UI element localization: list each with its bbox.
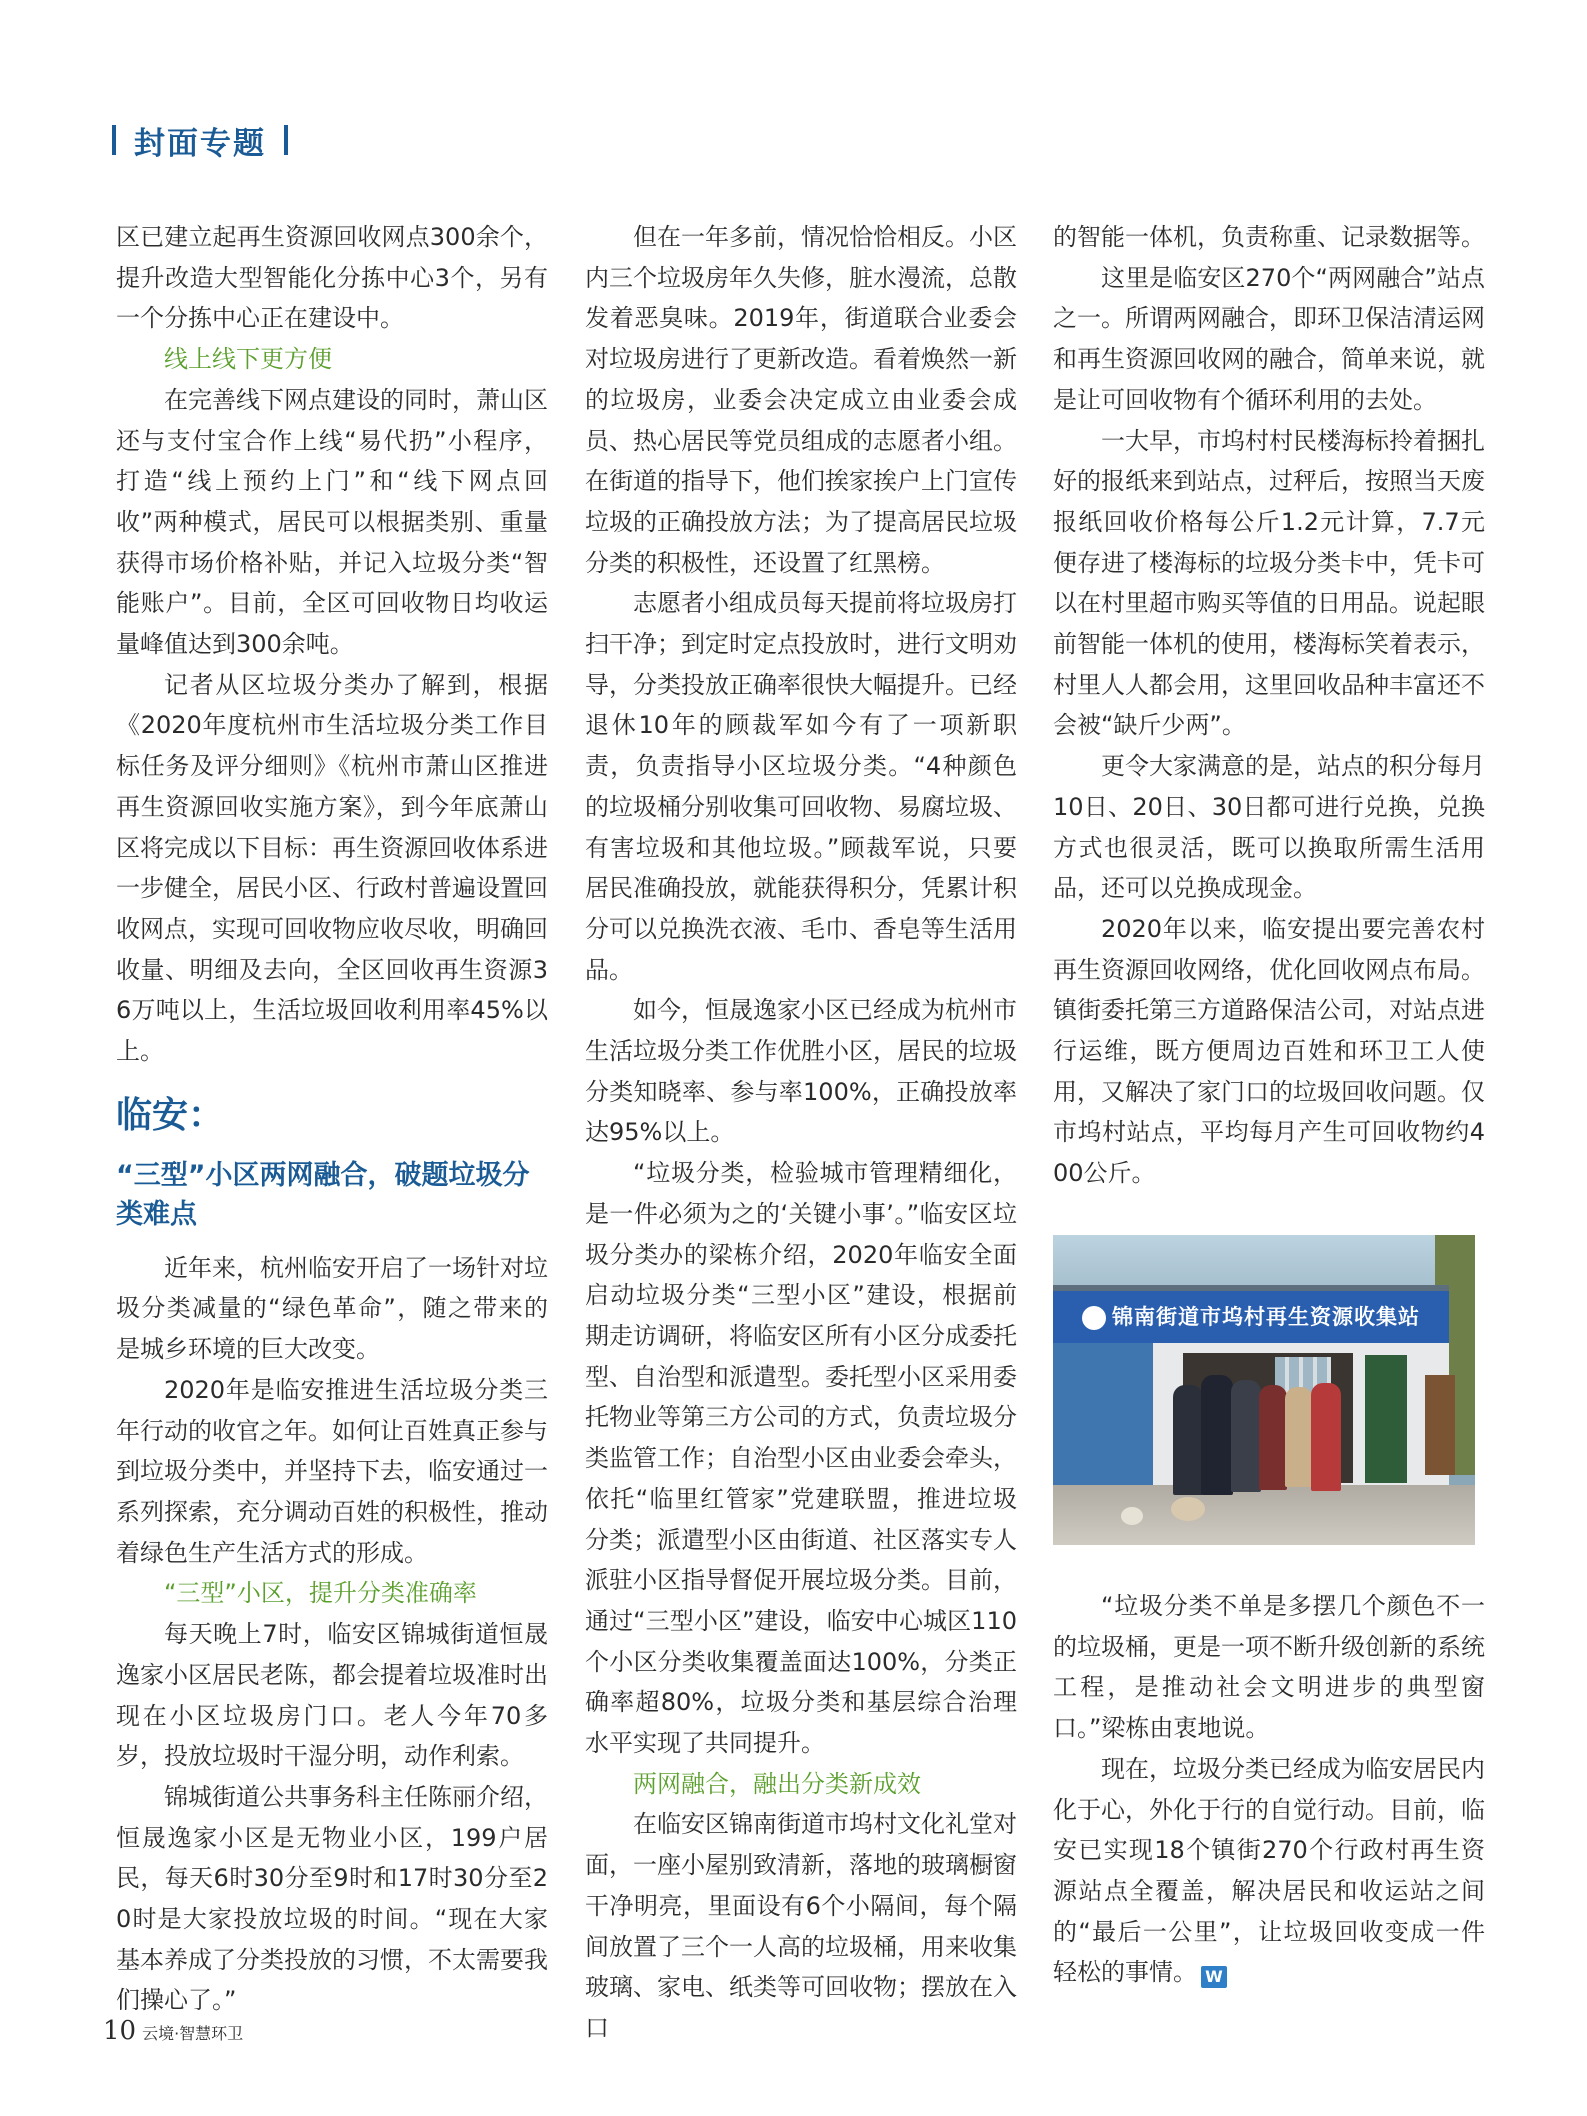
paragraph (1053, 1749, 1485, 1993)
recycling-station-photo (1053, 1235, 1475, 1545)
paragraph: 在完善线下网点建设的同时，萧山区还与支付宝合作上线“易代扔”小程序，打造“线上预约上门”和“线下网点回收”两种模式，居民可以根据类别、重量获得市场价格补贴，并记入垃圾分类“智能账户”。目前，全区可回收物日均收运量峰值达到300余吨。 (116, 385, 548, 659)
column-1 (116, 217, 548, 2021)
page-number: 10 (103, 2016, 137, 2046)
paragraph: 近年来，杭州临安开启了一场针对垃圾分类减量的“绿色革命”，随之带来的是城乡环境的巨大改变。 (116, 1253, 548, 1364)
section-tag-right-bar (284, 125, 288, 155)
photo-person (1201, 1375, 1233, 1495)
paragraph: 这里是临安区270个“两网融合”站点之一。所谓两网融合，即环卫保洁清运网和再生资源回收网的融合，简单来说，就是让可回收物有个循环利用的去处。 (1053, 263, 1485, 414)
photo-notice-board (1425, 1375, 1455, 1475)
photo-dog (1121, 1507, 1143, 1525)
column-3 (1053, 217, 1485, 1194)
paragraph: 志愿者小组成员每天提前将垃圾房打扫干净；到定时定点投放时，进行文明劝导，分类投放正确率很快大幅提升。已经退休10年的顾裁军如今有了一项新职责，负责指导小区垃圾分类。“4种颜色的垃圾桶分别收集可回收物、易腐垃圾、有害垃圾和其他垃圾。”顾裁军说，只要居民准确投放，就能获得积分，凭累计积分可以兑换洗衣液、毛巾、香皂等生活用品。 (585, 589, 1017, 984)
station-signboard (1053, 1291, 1449, 1343)
photo-person (1311, 1383, 1341, 1491)
paragraph: “垃圾分类，检验城市管理精细化，是一件必须为之的‘关键小事’。”临安区垃圾分类办的梁栋介绍，2020年临安全面启动垃圾分类“三型小区”建设，根据前期走访调研，将临安区所有小区分成委托型、自治型和派遣型。委托型小区采用委托物业等第三方公司的方式，负责垃圾分类监管工作；自治型小区由业委会牵头，依托“临里红管家”党建联盟，推进垃圾分类；派遣型小区由街道、社区落实专人派驻小区指导督促开展垃圾分类。目前，通过“三型小区”建设，临安中心城区110个小区分类收集覆盖面达100%，分类正确率超80%，垃圾分类和基层综合治理水平实现了共同提升。 (585, 1159, 1017, 1758)
subheading-three-types: “三型”小区，提升分类准确率 (164, 1579, 477, 1608)
paragraph: 2020年是临安推进生活垃圾分类三年行动的收官之年。如何让百姓真正参与到垃圾分类中，并坚持下去，临安通过一系列探索，充分调动百姓的积极性，推动着绿色生产生活方式的形成。 (116, 1375, 548, 1567)
paragraph: “垃圾分类不单是多摆几个颜色不一的垃圾桶，更是一项不断升级创新的系统工程，是推动社会文明进步的典型窗口。”梁栋由衷地说。 (1053, 1592, 1485, 1743)
sign-logo-icon (1082, 1306, 1106, 1330)
subheading-two-networks: 两网融合，融出分类新成效 (633, 1769, 921, 1798)
paragraph: 锦城街道公共事务科主任陈丽介绍，恒晟逸家小区是无物业小区，199户居民，每天6时30分至9时和17时30分至20时是大家投放垃圾的时间。“现在大家基本养成了分类投放的习惯，不太需要我们操心了。” (116, 1782, 548, 2015)
photo-person (1285, 1387, 1313, 1487)
paragraph: 每天晚上7时，临安区锦城街道恒晟逸家小区居民老陈，都会提着垃圾准时出现在小区垃圾房门口。老人今年70多岁，投放垃圾时干湿分明，动作利索。 (116, 1620, 548, 1771)
photo-person (1231, 1380, 1261, 1492)
magazine-name: 云境·智慧环卫 (142, 2024, 244, 2043)
end-mark-icon: W (1201, 1966, 1227, 1988)
paragraph: 但在一年多前，情况恰恰相反。小区内三个垃圾房年久失修，脏水漫流，总散发着恶臭味。2019年，街道联合业委会对垃圾房进行了更新改造。看着焕然一新的垃圾房，业委会决定成立由业委会成员、热心居民等党员组成的志愿者小组。在街道的指导下，他们挨家挨户上门宣传垃圾的正确投放方法；为了提高居民垃圾分类的积极性，还设置了红黑榜。 (585, 223, 1017, 577)
paragraph: 2020年以来，临安提出要完善农村再生资源回收网络，优化回收网点布局。镇街委托第三方道路保洁公司，对站点进行运维，既方便周边百姓和环卫工人使用，又解决了家门口的垃圾回收问题。仅市坞村站点，平均每月产生可回收物约400公斤。 (1053, 914, 1485, 1188)
paragraph: 一大早，市坞村村民楼海标拎着捆扎好的报纸来到站点，过秤后，按照当天废报纸回收价格每公斤1.2元计算，7.7元便存进了楼海标的垃圾分类卡中，凭卡可以在村里超市购买等值的日用品。说起眼前智能一体机的使用，楼海标笑着表示，村里人人都会用，这里回收品种丰富还不会被“缺斤少两”。 (1053, 426, 1485, 740)
section-heading-linan: 临安： (116, 1094, 225, 1136)
subheading-online-offline: 线上线下更方便 (164, 345, 332, 374)
section-tag-left-bar (112, 125, 116, 155)
photo-person (1259, 1385, 1287, 1490)
section-title: 封面专题 (134, 125, 266, 162)
photo-person (1173, 1385, 1203, 1495)
paragraph: 更令大家满意的是，站点的积分每月10日、20日、30日都可进行兑换，兑换方式也很灵活，既可以换取所需生活用品，还可以兑换成现金。 (1053, 752, 1485, 903)
photo-wall-panel (1053, 1343, 1153, 1485)
column-2 (585, 217, 1017, 2049)
photo-ground (1053, 1485, 1475, 1545)
page-footer (103, 2016, 243, 2046)
paragraph: 如今，恒晟逸家小区已经成为杭州市生活垃圾分类工作优胜小区，居民的垃圾分类知晓率、参与率100%，正确投放率达95%以上。 (585, 996, 1017, 1147)
photo-side-door (1365, 1355, 1407, 1483)
paragraph: 的智能一体机，负责称重、记录数据等。 (1053, 223, 1485, 251)
column-3-lower (1053, 1586, 1485, 1993)
section-tag (112, 118, 288, 162)
paragraph-text: 现在，垃圾分类已经成为临安居民内化于心，外化于行的自觉行动。目前，临安已实现18个镇街270个行政村再生资源站点全覆盖，解决居民和收运站之间的“最后一公里”，让垃圾回收变成一件轻松的事情。 (1053, 1754, 1485, 1987)
paragraph: 记者从区垃圾分类办了解到，根据《2020年度杭州市生活垃圾分类工作目标任务及评分细则》《杭州市萧山区推进再生资源回收实施方案》，到今年底萧山区将完成以下目标：再生资源回收体系进一步健全，居民小区、行政村普遍设置回收网点，实现可回收物应收尽收，明确回收量、明细及去向，全区回收再生资源36万吨以上，生活垃圾回收利用率45%以上。 (116, 670, 548, 1066)
station-sign-text: 锦南街道市坞村再生资源收集站 (1112, 1305, 1420, 1329)
paragraph: 在临安区锦南街道市坞村文化礼堂对面，一座小屋别致清新，落地的玻璃橱窗干净明亮，里面设有6个小隔间，每个隔间放置了三个一人高的垃圾桶，用来收集玻璃、家电、纸类等可回收物；摆放在入口 (585, 1810, 1017, 2042)
paragraph: 区已建立起再生资源回收网点300余个，提升改造大型智能化分拣中心3个，另有一个分拣中心正在建设中。 (116, 223, 548, 333)
section-subheading: “三型”小区两网融合，破题垃圾分类难点 (116, 1159, 530, 1230)
photo-dog (1171, 1497, 1205, 1521)
